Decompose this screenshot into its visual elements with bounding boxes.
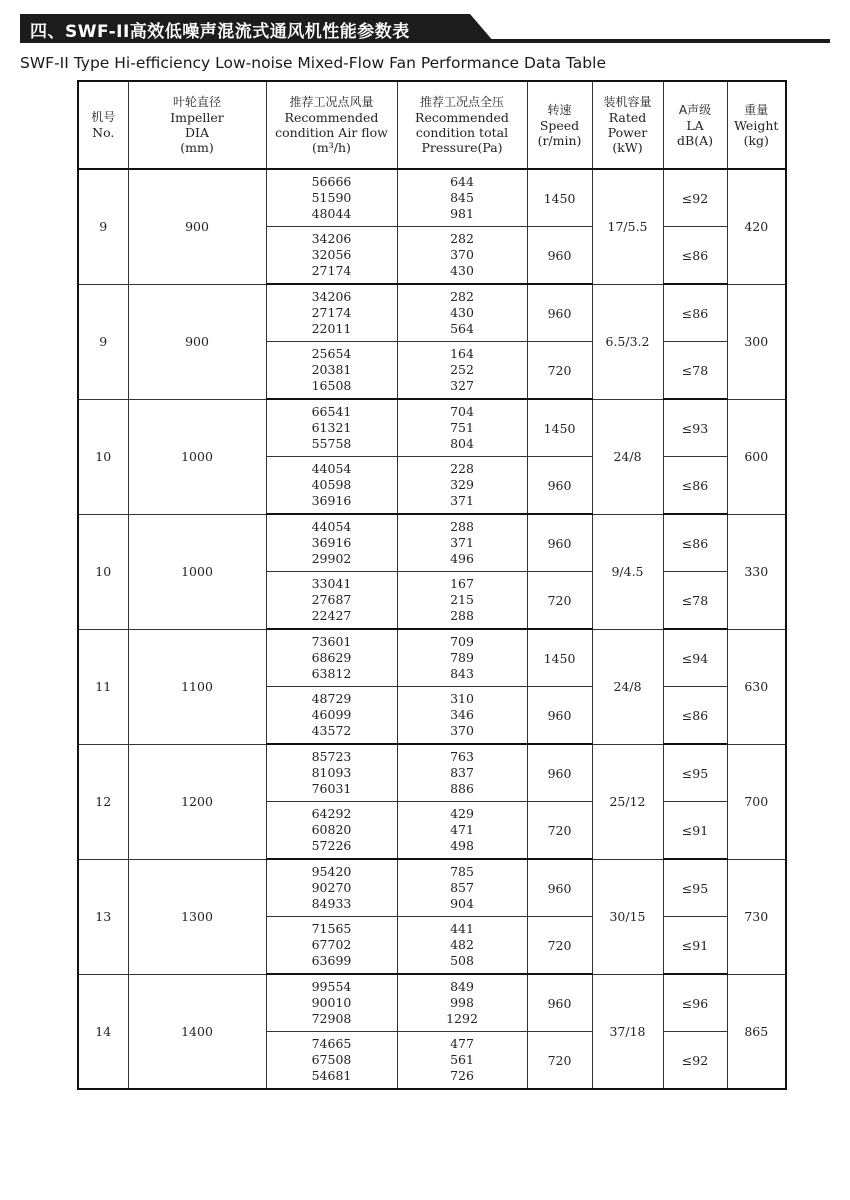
cell-value: 40598 — [311, 476, 352, 492]
cell-value: 704 — [450, 403, 474, 419]
weight-cell: 700 — [727, 744, 786, 859]
table-row — [78, 744, 786, 802]
page-title: 四、SWF-II高效低噪声混流式通风机性能参数表 — [30, 22, 410, 42]
rated-power-cell: 25/12 — [592, 744, 663, 859]
cell-value: 99554 — [311, 978, 352, 994]
header-en-label: dB(A) — [677, 132, 713, 148]
cell-value: 48044 — [311, 206, 352, 222]
cell-value: 90010 — [311, 994, 352, 1010]
cell-value: 55758 — [311, 436, 352, 452]
pressure-cell — [397, 802, 527, 860]
fan-no-cell: 10 — [78, 399, 128, 514]
fan-no-cell: 11 — [78, 629, 128, 744]
impeller-dia-cell: 1400 — [128, 974, 266, 1089]
cell-value: 67702 — [311, 936, 352, 952]
table-row — [78, 974, 786, 1032]
speed-cell: 960 — [527, 284, 592, 342]
cell-value: 282 — [450, 230, 474, 246]
cell-value: 57226 — [311, 838, 352, 854]
cell-value: 34206 — [311, 288, 352, 304]
air-flow-cell — [266, 399, 397, 457]
air-flow-cell — [266, 514, 397, 572]
header-en-label: Pressure(Pa) — [421, 140, 503, 155]
cell-value: 63699 — [311, 953, 352, 969]
cell-value: 496 — [450, 551, 474, 567]
air-flow-cell — [266, 802, 397, 860]
cell-value: 981 — [450, 206, 474, 222]
cell-value: 164 — [450, 345, 474, 361]
header-en-label: Speed — [539, 117, 580, 133]
cell-value: 215 — [450, 591, 474, 607]
speed-cell: 720 — [527, 917, 592, 975]
header-cn-label: 推荐工况点风量 — [289, 95, 374, 109]
cell-value: 60820 — [311, 821, 352, 837]
speed-cell: 960 — [527, 687, 592, 745]
pressure-cell — [397, 284, 527, 342]
cell-value: 843 — [450, 666, 474, 682]
cell-value: 561 — [450, 1051, 474, 1067]
speed-cell: 720 — [527, 1032, 592, 1090]
header-noise-level — [663, 81, 727, 169]
weight-cell: 730 — [727, 859, 786, 974]
cell-value: 43572 — [311, 723, 352, 739]
cell-value: 29902 — [311, 551, 352, 567]
rated-power-cell: 24/8 — [592, 399, 663, 514]
header-en-label: DIA — [185, 125, 209, 140]
cell-value: 22011 — [311, 321, 352, 337]
impeller-dia-cell: 1100 — [128, 629, 266, 744]
noise-level-cell: ≤86 — [663, 284, 727, 342]
fan-no-cell: 13 — [78, 859, 128, 974]
header-weight — [727, 81, 786, 169]
air-flow-cell — [266, 687, 397, 745]
fan-no-cell: 10 — [78, 514, 128, 629]
cell-value: 74665 — [311, 1035, 352, 1051]
cell-value: 785 — [450, 863, 474, 879]
pressure-cell — [397, 572, 527, 630]
cell-value: 54681 — [311, 1068, 352, 1084]
pressure-cell — [397, 227, 527, 285]
rated-power-cell: 37/18 — [592, 974, 663, 1089]
impeller-dia-cell: 900 — [128, 284, 266, 399]
speed-cell: 960 — [527, 227, 592, 285]
cell-value: 56666 — [311, 173, 352, 189]
impeller-dia-cell: 1200 — [128, 744, 266, 859]
header-en-label: Impeller — [170, 110, 224, 125]
cell-value: 904 — [450, 896, 474, 912]
section-banner — [20, 14, 830, 44]
cell-value: 36916 — [311, 493, 352, 509]
cell-value: 845 — [450, 189, 474, 205]
cell-value: 763 — [450, 748, 474, 764]
impeller-dia-cell: 1000 — [128, 399, 266, 514]
cell-value: 46099 — [311, 706, 352, 722]
header-en-label: Weight — [734, 117, 779, 133]
speed-cell: 960 — [527, 974, 592, 1032]
pressure-cell — [397, 859, 527, 917]
pressure-cell — [397, 342, 527, 400]
cell-value: 998 — [450, 994, 474, 1010]
cell-value: 27687 — [311, 591, 352, 607]
cell-value: 886 — [450, 781, 474, 797]
rated-power-cell: 17/5.5 — [592, 169, 663, 284]
cell-value: 1292 — [446, 1011, 478, 1027]
cell-value: 32056 — [311, 246, 352, 262]
cell-value: 498 — [450, 838, 474, 854]
header-en-label: Recommended — [284, 110, 379, 125]
air-flow-cell — [266, 342, 397, 400]
cell-value: 95420 — [311, 863, 352, 879]
cell-value: 252 — [450, 361, 474, 377]
speed-cell: 720 — [527, 342, 592, 400]
cell-value: 68629 — [311, 649, 352, 665]
cell-value: 27174 — [311, 304, 352, 320]
air-flow-cell — [266, 974, 397, 1032]
header-en-label: Recommended — [415, 110, 509, 125]
table-row — [78, 169, 786, 227]
header-rated-power — [592, 81, 663, 169]
cell-value: 44054 — [311, 460, 352, 476]
cell-value: 73601 — [311, 633, 352, 649]
cell-value: 67508 — [311, 1051, 352, 1067]
cell-value: 61321 — [311, 419, 352, 435]
cell-value: 508 — [450, 953, 474, 969]
speed-cell: 960 — [527, 859, 592, 917]
air-flow-cell — [266, 169, 397, 227]
cell-value: 90270 — [311, 879, 352, 895]
cell-value: 228 — [450, 460, 474, 476]
header-air-flow — [266, 81, 397, 169]
cell-value: 429 — [450, 805, 474, 821]
fan-no-cell: 14 — [78, 974, 128, 1089]
weight-cell: 865 — [727, 974, 786, 1089]
header-en-label: condition total — [415, 125, 509, 140]
rated-power-cell: 9/4.5 — [592, 514, 663, 629]
cell-value: 36916 — [311, 534, 352, 550]
speed-cell: 960 — [527, 744, 592, 802]
noise-level-cell: ≤94 — [663, 629, 727, 687]
header-pressure — [397, 81, 527, 169]
air-flow-cell — [266, 572, 397, 630]
noise-level-cell: ≤91 — [663, 802, 727, 860]
table-header-row — [78, 81, 786, 169]
speed-cell: 720 — [527, 572, 592, 630]
cell-value: 430 — [450, 304, 474, 320]
cell-value: 370 — [450, 723, 474, 739]
pressure-cell — [397, 1032, 527, 1090]
table-row — [78, 629, 786, 687]
cell-value: 789 — [450, 649, 474, 665]
air-flow-cell — [266, 1032, 397, 1090]
pressure-cell — [397, 744, 527, 802]
cell-value: 709 — [450, 633, 474, 649]
cell-value: 346 — [450, 706, 474, 722]
noise-level-cell: ≤92 — [663, 1032, 727, 1090]
weight-cell: 330 — [727, 514, 786, 629]
cell-value: 482 — [450, 936, 474, 952]
cell-value: 471 — [450, 821, 474, 837]
header-cn-label: 推荐工况点全压 — [419, 95, 504, 109]
pressure-cell — [397, 514, 527, 572]
table-row — [78, 399, 786, 457]
cell-value: 72908 — [311, 1011, 352, 1027]
header-cn-label: A声级 — [678, 102, 712, 117]
cell-value: 371 — [450, 534, 474, 550]
cell-value: 644 — [450, 173, 474, 189]
header-cn-label: 叶轮直径 — [172, 95, 221, 109]
cell-value: 64292 — [311, 805, 352, 821]
table-row — [78, 514, 786, 572]
header-cn-label: 机号 — [91, 110, 116, 124]
fan-no-cell: 9 — [78, 169, 128, 284]
header-en-label: condition Air flow — [275, 125, 388, 140]
air-flow-cell — [266, 629, 397, 687]
air-flow-cell — [266, 227, 397, 285]
pressure-cell — [397, 687, 527, 745]
page-subtitle: SWF-II Type Hi-efficiency Low-noise Mixed-Flow Fan Performance Data Table — [20, 54, 606, 72]
air-flow-cell — [266, 457, 397, 515]
cell-value: 20381 — [311, 361, 352, 377]
cell-value: 849 — [450, 978, 474, 994]
cell-value: 310 — [450, 690, 474, 706]
cell-value: 44054 — [311, 518, 352, 534]
cell-value: 81093 — [311, 764, 352, 780]
speed-cell: 960 — [527, 457, 592, 515]
cell-value: 288 — [450, 608, 474, 624]
header-en-label: (mm) — [180, 140, 214, 155]
cell-value: 726 — [450, 1068, 474, 1084]
cell-value: 370 — [450, 246, 474, 262]
cell-value: 837 — [450, 764, 474, 780]
header-cn-label: 装机容量 — [603, 95, 652, 109]
noise-level-cell: ≤86 — [663, 457, 727, 515]
noise-level-cell: ≤96 — [663, 974, 727, 1032]
cell-value: 751 — [450, 419, 474, 435]
header-en-label: LA — [686, 117, 704, 133]
header-en-label: (kW) — [612, 140, 643, 155]
weight-cell: 300 — [727, 284, 786, 399]
noise-level-cell: ≤86 — [663, 687, 727, 745]
cell-value: 804 — [450, 436, 474, 452]
header-speed — [527, 81, 592, 169]
cell-value: 857 — [450, 879, 474, 895]
cell-value: 16508 — [311, 378, 352, 394]
speed-cell: 720 — [527, 802, 592, 860]
cell-value: 430 — [450, 263, 474, 279]
air-flow-cell — [266, 859, 397, 917]
air-flow-cell — [266, 917, 397, 975]
header-cn-label: 转速 — [547, 102, 572, 117]
header-en-label: (kg) — [743, 132, 769, 148]
cell-value: 282 — [450, 288, 474, 304]
header-en-label: No. — [92, 125, 115, 140]
noise-level-cell: ≤93 — [663, 399, 727, 457]
cell-value: 71565 — [311, 920, 352, 936]
header-en-label: Power — [607, 125, 648, 140]
speed-cell: 960 — [527, 514, 592, 572]
speed-cell: 1450 — [527, 629, 592, 687]
cell-value: 441 — [450, 920, 474, 936]
pressure-cell — [397, 169, 527, 227]
weight-cell: 420 — [727, 169, 786, 284]
speed-cell: 1450 — [527, 169, 592, 227]
cell-value: 477 — [450, 1035, 474, 1051]
noise-level-cell: ≤78 — [663, 572, 727, 630]
weight-cell: 630 — [727, 629, 786, 744]
cell-value: 66541 — [311, 403, 352, 419]
cell-value: 63812 — [311, 666, 352, 682]
noise-level-cell: ≤91 — [663, 917, 727, 975]
cell-value: 564 — [450, 321, 474, 337]
header-cn-label: 重量 — [744, 102, 769, 117]
header-en-label: (r/min) — [537, 132, 582, 148]
cell-value: 371 — [450, 493, 474, 509]
noise-level-cell: ≤95 — [663, 744, 727, 802]
fan-no-cell: 9 — [78, 284, 128, 399]
table-body — [78, 169, 786, 1089]
cell-value: 25654 — [311, 345, 352, 361]
header-en-label: Rated — [608, 110, 647, 125]
rated-power-cell: 6.5/3.2 — [592, 284, 663, 399]
table-row — [78, 284, 786, 342]
cell-value: 27174 — [311, 263, 352, 279]
cell-value: 76031 — [311, 781, 352, 797]
header-impeller-dia — [128, 81, 266, 169]
speed-cell: 1450 — [527, 399, 592, 457]
cell-value: 327 — [450, 378, 474, 394]
cell-value: 288 — [450, 518, 474, 534]
cell-value: 51590 — [311, 189, 352, 205]
cell-value: 22427 — [311, 608, 352, 624]
weight-cell: 600 — [727, 399, 786, 514]
air-flow-cell — [266, 744, 397, 802]
pressure-cell — [397, 974, 527, 1032]
header-en-label: (m³/h) — [312, 140, 351, 155]
cell-value: 167 — [450, 575, 474, 591]
cell-value: 34206 — [311, 230, 352, 246]
impeller-dia-cell: 1300 — [128, 859, 266, 974]
pressure-cell — [397, 629, 527, 687]
pressure-cell — [397, 457, 527, 515]
noise-level-cell: ≤86 — [663, 514, 727, 572]
cell-value: 33041 — [311, 575, 352, 591]
cell-value: 48729 — [311, 690, 352, 706]
air-flow-cell — [266, 284, 397, 342]
cell-value: 85723 — [311, 748, 352, 764]
noise-level-cell: ≤86 — [663, 227, 727, 285]
table-row — [78, 859, 786, 917]
impeller-dia-cell: 900 — [128, 169, 266, 284]
rated-power-cell: 24/8 — [592, 629, 663, 744]
header-no — [78, 81, 128, 169]
pressure-cell — [397, 917, 527, 975]
fan-no-cell: 12 — [78, 744, 128, 859]
rated-power-cell: 30/15 — [592, 859, 663, 974]
noise-level-cell: ≤95 — [663, 859, 727, 917]
cell-value: 329 — [450, 476, 474, 492]
impeller-dia-cell: 1000 — [128, 514, 266, 629]
noise-level-cell: ≤92 — [663, 169, 727, 227]
pressure-cell — [397, 399, 527, 457]
cell-value: 84933 — [311, 896, 352, 912]
performance-table — [77, 80, 787, 1090]
noise-level-cell: ≤78 — [663, 342, 727, 400]
